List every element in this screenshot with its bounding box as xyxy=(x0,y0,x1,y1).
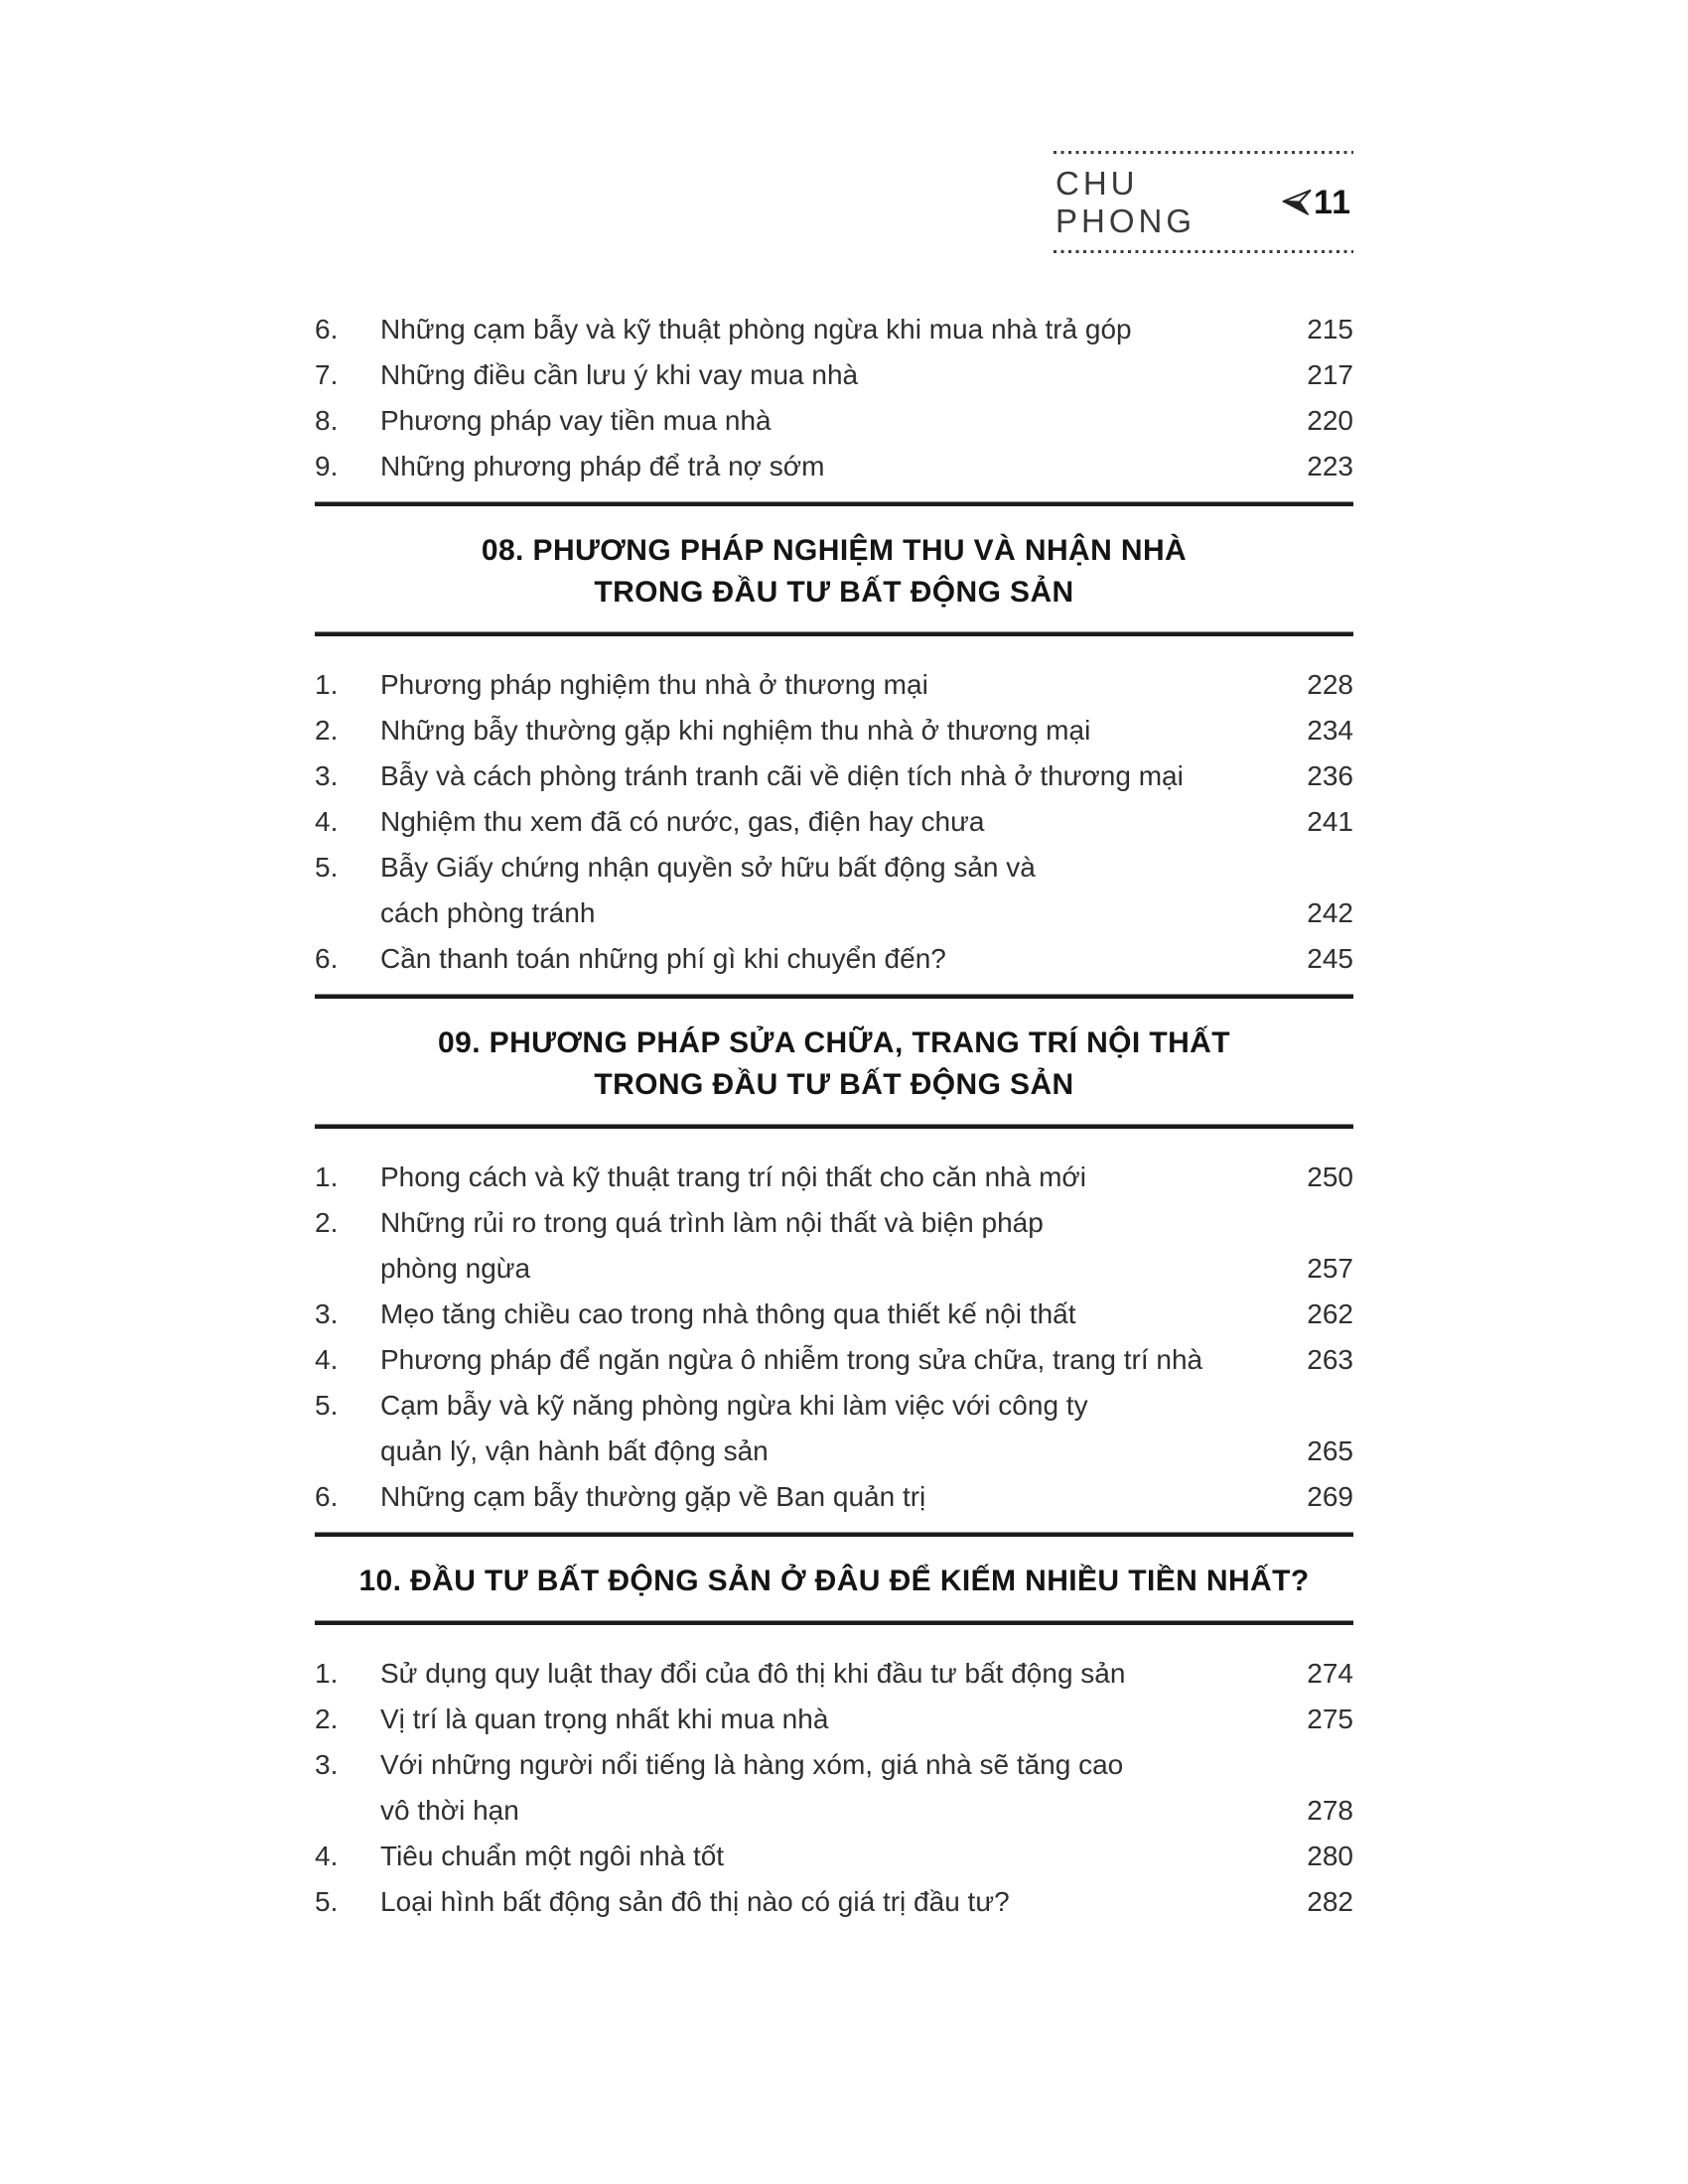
item-number: 2. xyxy=(315,715,339,746)
item-number: 7. xyxy=(315,359,339,390)
toc-item xyxy=(315,1651,1353,1697)
item-number: 3. xyxy=(315,760,339,791)
toc-item xyxy=(315,845,1353,936)
section-heading-block xyxy=(315,501,1353,636)
item-number: 1. xyxy=(315,669,339,700)
item-number: 2. xyxy=(315,1207,339,1238)
item-title-line: Bẫy và cách phòng tránh tranh cãi về diện tích nhà ở thương mại xyxy=(380,760,1184,791)
section-heading-block xyxy=(315,994,1353,1129)
item-title-line: Với những người nổi tiếng là hàng xóm, giá nhà sẽ tăng cao xyxy=(380,1749,1124,1780)
toc-item xyxy=(315,398,1353,444)
toc-group xyxy=(315,1532,1353,1925)
dotted-divider-bottom xyxy=(1054,250,1353,253)
item-title-line: Phương pháp để ngăn ngừa ô nhiễm trong sửa chữa, trang trí nhà xyxy=(380,1344,1203,1375)
item-title-line: Vị trí là quan trọng nhất khi mua nhà xyxy=(380,1704,829,1734)
item-number: 5. xyxy=(315,1390,339,1421)
section-heading-line: 09. PHƯƠNG PHÁP SỬA CHỮA, TRANG TRÍ NỘI THẤT xyxy=(438,1026,1230,1059)
item-titles xyxy=(380,1651,1274,1697)
item-title-line: Tiêu chuẩn một ngôi nhà tốt xyxy=(380,1841,725,1871)
item-titles xyxy=(380,1474,1274,1520)
item-number: 6. xyxy=(315,943,339,974)
toc-item xyxy=(315,1742,1353,1834)
item-page-number: 263 xyxy=(1307,1344,1353,1375)
item-page-number: 274 xyxy=(1307,1658,1353,1689)
item-page-number: 282 xyxy=(1307,1886,1353,1917)
item-titles xyxy=(380,1200,1274,1292)
item-titles xyxy=(380,1879,1274,1925)
item-titles xyxy=(380,662,1274,708)
toc-item xyxy=(315,307,1353,352)
item-titles xyxy=(380,398,1274,444)
item-title-line: cách phòng tránh xyxy=(380,897,596,928)
author-name: CHU PHONG xyxy=(1055,165,1196,239)
toc-item xyxy=(315,444,1353,489)
item-page-number: 269 xyxy=(1307,1481,1353,1512)
item-titles xyxy=(380,799,1274,845)
item-number: 1. xyxy=(315,1161,339,1192)
toc-item xyxy=(315,936,1353,982)
section-heading xyxy=(315,999,1353,1124)
toc-group xyxy=(315,994,1353,1520)
toc-item xyxy=(315,1292,1353,1337)
toc-item-list xyxy=(315,1129,1353,1520)
section-heading-line: 08. PHƯƠNG PHÁP NGHIỆM THU VÀ NHẬN NHÀ xyxy=(481,534,1188,567)
item-titles xyxy=(380,845,1274,936)
toc-item-list xyxy=(315,307,1353,489)
paper-plane-left-icon xyxy=(1280,186,1314,219)
section-heading-block xyxy=(315,1532,1353,1625)
item-title-line: vô thời hạn xyxy=(380,1795,519,1826)
toc-item xyxy=(315,753,1353,799)
toc-item xyxy=(315,352,1353,398)
item-page-number: 262 xyxy=(1307,1298,1353,1329)
item-number: 6. xyxy=(315,1481,339,1512)
item-page-number: 236 xyxy=(1307,760,1353,791)
item-page-number: 250 xyxy=(1307,1161,1353,1192)
item-titles xyxy=(380,307,1274,352)
item-number: 4. xyxy=(315,1344,339,1375)
section-heading-line: 10. ĐẦU TƯ BẤT ĐỘNG SẢN Ở ĐÂU ĐỂ KIẾM NHIỀU TIỀN NHẤT? xyxy=(358,1565,1310,1597)
item-titles xyxy=(380,444,1274,489)
item-title-line: phòng ngừa xyxy=(380,1253,531,1284)
item-page-number: 220 xyxy=(1307,405,1353,436)
item-page-number: 265 xyxy=(1307,1435,1353,1466)
item-page-number: 278 xyxy=(1307,1795,1353,1826)
section-heading xyxy=(315,1537,1353,1620)
item-title-line: Những bẫy thường gặp khi nghiệm thu nhà ở thương mại xyxy=(380,715,1091,746)
toc-item xyxy=(315,662,1353,708)
item-title-line: quản lý, vận hành bất động sản xyxy=(380,1435,769,1466)
item-page-number: 242 xyxy=(1307,897,1353,928)
item-number: 1. xyxy=(315,1658,339,1689)
running-header xyxy=(1054,151,1353,253)
toc-item xyxy=(315,1834,1353,1879)
item-titles xyxy=(380,1834,1274,1879)
toc-item xyxy=(315,708,1353,753)
item-number: 4. xyxy=(315,806,339,837)
toc-item xyxy=(315,1474,1353,1520)
item-page-number: 275 xyxy=(1307,1704,1353,1734)
section-heading xyxy=(315,506,1353,631)
item-page-number: 245 xyxy=(1307,943,1353,974)
item-title-line: Cần thanh toán những phí gì khi chuyển đến? xyxy=(380,943,946,974)
item-title-line: Những phương pháp để trả nợ sớm xyxy=(380,451,825,481)
item-title-line: Sử dụng quy luật thay đổi của đô thị khi đầu tư bất động sản xyxy=(380,1658,1126,1689)
item-title-line: Phong cách và kỹ thuật trang trí nội thất cho căn nhà mới xyxy=(380,1161,1086,1192)
item-titles xyxy=(380,1697,1274,1742)
item-number: 9. xyxy=(315,451,339,481)
item-title-line: Những rủi ro trong quá trình làm nội thất và biện pháp xyxy=(380,1207,1044,1238)
toc-item xyxy=(315,1155,1353,1200)
toc-item xyxy=(315,1879,1353,1925)
item-number: 3. xyxy=(315,1749,339,1780)
toc xyxy=(315,307,1353,1925)
item-page-number: 257 xyxy=(1307,1253,1353,1284)
item-title-line: Những cạm bẫy thường gặp về Ban quản trị xyxy=(380,1481,926,1512)
toc-item xyxy=(315,1697,1353,1742)
item-title-line: Những cạm bẫy và kỹ thuật phòng ngừa khi mua nhà trả góp xyxy=(380,314,1132,344)
item-page-number: 223 xyxy=(1307,451,1353,481)
section-heading-line: TRONG ĐẦU TƯ BẤT ĐỘNG SẢN xyxy=(594,576,1074,609)
toc-item xyxy=(315,1383,1353,1474)
item-titles xyxy=(380,1337,1274,1383)
item-title-line: Phương pháp nghiệm thu nhà ở thương mại xyxy=(380,669,928,700)
item-number: 5. xyxy=(315,1886,339,1917)
toc-item-list xyxy=(315,636,1353,982)
item-number: 6. xyxy=(315,314,339,344)
item-page-number: 234 xyxy=(1307,715,1353,746)
item-titles xyxy=(380,708,1274,753)
item-title-line: Những điều cần lưu ý khi vay mua nhà xyxy=(380,359,859,390)
item-title-line: Nghiệm thu xem đã có nước, gas, điện hay chưa xyxy=(380,806,985,837)
item-titles xyxy=(380,1383,1274,1474)
item-page-number: 241 xyxy=(1307,806,1353,837)
item-page-number: 228 xyxy=(1307,669,1353,700)
item-title-line: Cạm bẫy và kỹ năng phòng ngừa khi làm việc với công ty xyxy=(380,1390,1088,1421)
item-number: 4. xyxy=(315,1841,339,1871)
item-page-number: 280 xyxy=(1307,1841,1353,1871)
item-titles xyxy=(380,753,1274,799)
item-page-number: 217 xyxy=(1307,359,1353,390)
item-titles xyxy=(380,1292,1274,1337)
toc-item-list xyxy=(315,1625,1353,1925)
item-titles xyxy=(380,1742,1274,1834)
toc-item xyxy=(315,1337,1353,1383)
item-page-number: 215 xyxy=(1307,314,1353,344)
toc-group xyxy=(315,501,1353,982)
item-titles xyxy=(380,1155,1274,1200)
item-title-line: Loại hình bất động sản đô thị nào có giá trị đầu tư? xyxy=(380,1886,1010,1917)
toc-item xyxy=(315,799,1353,845)
running-page-number: 11 xyxy=(1314,183,1351,221)
item-title-line: Bẫy Giấy chứng nhận quyền sở hữu bất động sản và xyxy=(380,852,1036,883)
toc-group xyxy=(315,307,1353,489)
item-number: 5. xyxy=(315,852,339,883)
item-number: 2. xyxy=(315,1704,339,1734)
item-titles xyxy=(380,352,1274,398)
item-title-line: Mẹo tăng chiều cao trong nhà thông qua thiết kế nội thất xyxy=(380,1298,1076,1329)
item-number: 8. xyxy=(315,405,339,436)
item-titles xyxy=(380,936,1274,982)
section-heading-line: TRONG ĐẦU TƯ BẤT ĐỘNG SẢN xyxy=(594,1068,1074,1101)
item-number: 3. xyxy=(315,1298,339,1329)
toc-item xyxy=(315,1200,1353,1292)
item-title-line: Phương pháp vay tiền mua nhà xyxy=(380,405,772,436)
